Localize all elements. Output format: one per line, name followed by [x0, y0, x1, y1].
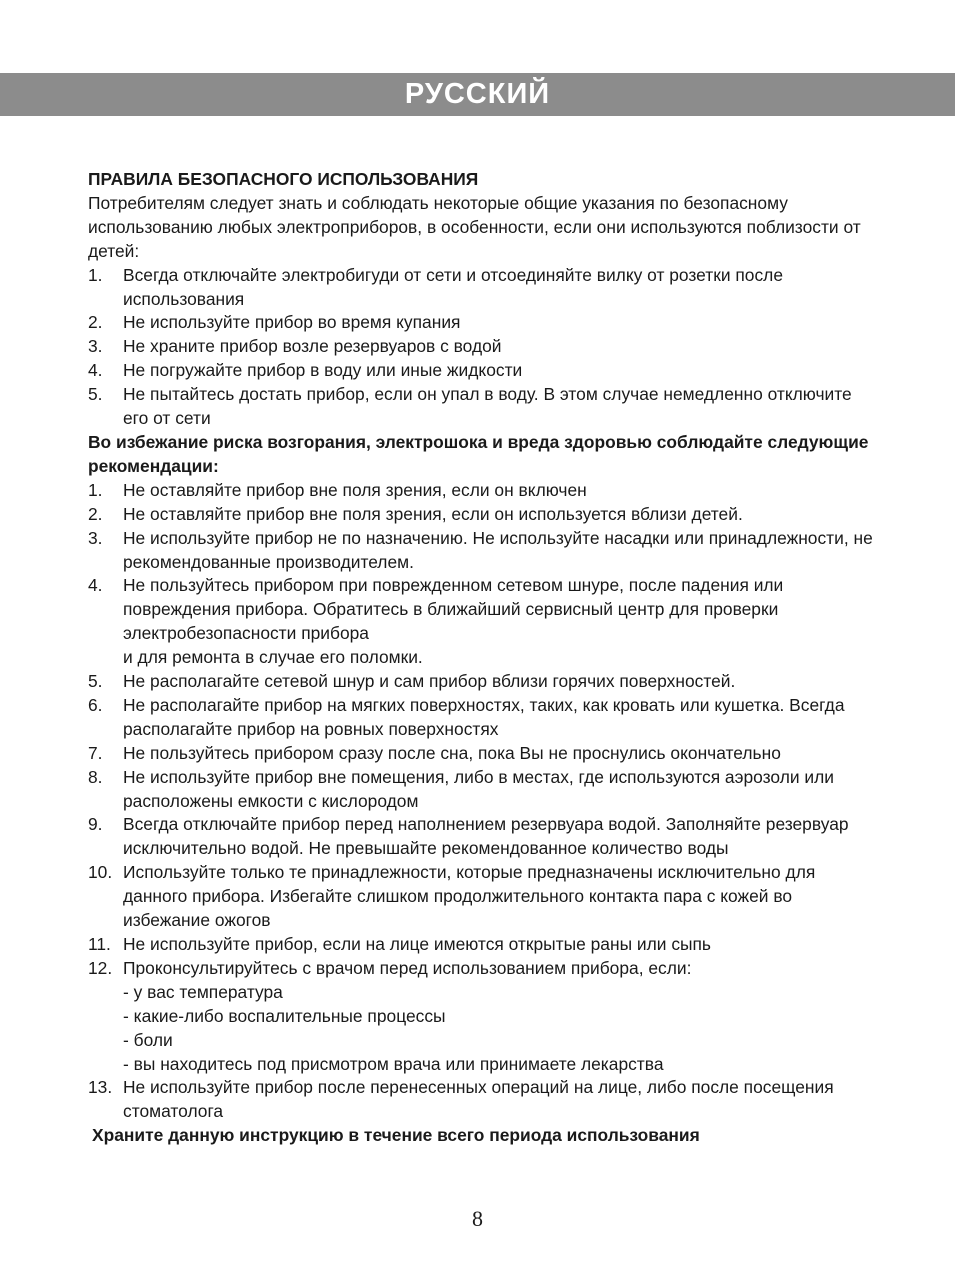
- item-text: Проконсультируйтесь с врачом перед использованием прибора, если:: [123, 957, 692, 978]
- item-text: Всегда отключайте электробигуди от сети и отсоединяйте вилку от розетки после использования: [123, 264, 783, 309]
- sub-list-item: - боли: [123, 1029, 173, 1050]
- safety-rules-heading: ПРАВИЛА БЕЗОПАСНОГО ИСПОЛЬЗОВАНИЯ: [88, 169, 479, 189]
- item-text: Всегда отключайте прибор перед наполнением резервуара водой. Заполняйте резервуар исключительно водой. Не превышайте рекомендованное количество воды: [123, 814, 849, 859]
- item-text: Не используйте прибор не по назначению. Не используйте насадки или принадлежности, не рекомендованные производителем.: [123, 527, 873, 572]
- item-text: Не располагайте сетевой шнур и сам прибор вблизи горячих поверхностей.: [123, 671, 736, 692]
- list-item: [88, 694, 878, 742]
- sub-list-item: - у вас температура: [123, 981, 283, 1002]
- item-number: 11.: [88, 934, 111, 954]
- item-number: 5.: [88, 384, 103, 405]
- sub-list-item: - вы находитесь под присмотром врача или принимаете лекарства: [123, 1053, 664, 1074]
- doctor-conditions-list: [88, 981, 878, 1077]
- recommendations-heading: Во избежание риска возгорания, электрошока и вреда здоровью соблюдайте следующие рекомендации:: [88, 431, 869, 476]
- list-item: [88, 646, 878, 670]
- item-number: 10.: [88, 862, 113, 883]
- item-text: Не используйте прибор, если на лице имеются открытые раны или сыпь: [123, 934, 711, 954]
- list-item: [88, 527, 878, 575]
- item-number: 7.: [88, 742, 103, 763]
- item-number: 8.: [88, 766, 103, 787]
- item-number: 3.: [88, 527, 103, 548]
- item-number: 1.: [88, 479, 103, 500]
- intro-paragraph: Потребителям следует знать и соблюдать некоторые общие указания по безопасному использованию любых электроприборов, в особенности, если они используются поблизости от детей:: [88, 192, 861, 261]
- item-text: Не оставляйте прибор вне поля зрения, если он используется вблизи детей.: [123, 503, 743, 524]
- item-number: 13.: [88, 1077, 113, 1098]
- list-item: [88, 311, 878, 335]
- list-item: [88, 1076, 878, 1124]
- item-number: 5.: [88, 671, 103, 692]
- list-item: [88, 383, 878, 431]
- item-text: и для ремонта в случае его поломки.: [123, 647, 423, 668]
- item-number: 12.: [88, 957, 113, 978]
- item-number: 2.: [88, 312, 103, 333]
- list-item: [88, 742, 878, 766]
- item-text: Используйте только те принадлежности, которые предназначены исключительно для данного прибора. Избегайте слишком продолжительного контакта пара с кожей во избежание ожогов: [123, 862, 816, 931]
- item-text: Не оставляйте прибор вне поля зрения, если он включен: [123, 479, 587, 500]
- recommendations-list: [88, 479, 878, 981]
- sub-list-item: - какие-либо воспалительные процессы: [123, 1005, 446, 1026]
- list-item: [88, 503, 878, 527]
- item-number: 2.: [88, 503, 103, 524]
- language-title: РУССКИЙ: [404, 78, 551, 110]
- item-text: Не располагайте прибор на мягких поверхностях, таких, как кровать или кушетка. Всегда располагайте прибор на ровных поверхностях: [123, 694, 845, 739]
- item-text: Не используйте прибор во время купания: [123, 312, 461, 333]
- closing-note: Храните данную инструкцию в течение всего периода использования: [92, 1125, 700, 1146]
- list-item: [88, 670, 878, 694]
- item-number: [88, 646, 123, 670]
- list-item: [88, 574, 878, 646]
- item-text: Не погружайте прибор в воду или иные жидкости: [123, 360, 523, 381]
- item-text: Не пользуйтесь прибором сразу после сна, пока Вы не проснулись окончательно: [123, 742, 781, 763]
- item-number: 3.: [88, 336, 103, 357]
- item-text: Не используйте прибор вне помещения, либо в местах, где используются аэрозоли или расположены емкости с кислородом: [123, 766, 834, 811]
- list-item: [88, 813, 878, 861]
- item-number: 4.: [88, 575, 103, 596]
- item-text: Не пытайтесь достать прибор, если он упал в воду. В этом случае немедленно отключите его от сети: [123, 384, 852, 429]
- list-item: [88, 957, 878, 981]
- page-number: 8: [472, 1206, 483, 1231]
- item-text: Не используйте прибор после перенесенных операций на лице, либо после посещения стоматолога: [123, 1077, 834, 1122]
- general-rules-list: [88, 264, 878, 431]
- list-item: [88, 479, 878, 503]
- item-text: Не храните прибор возле резервуаров с водой: [123, 336, 502, 357]
- list-item: [88, 359, 878, 383]
- list-item: [88, 933, 878, 957]
- item-number: 6.: [88, 694, 103, 715]
- list-item: [88, 264, 878, 312]
- item-number: 4.: [88, 360, 103, 381]
- language-header-band: [0, 73, 955, 116]
- item-number: 9.: [88, 814, 103, 835]
- item-text: Не пользуйтесь прибором при поврежденном сетевом шнуре, после падения или повреждения прибора. Обратитесь в ближайший сервисный центр для проверки электробезопасности прибора: [123, 575, 784, 644]
- list-item: [88, 861, 878, 933]
- document-body: [88, 168, 878, 1148]
- list-item: [88, 335, 878, 359]
- list-item: [88, 766, 878, 814]
- item-number: 1.: [88, 264, 103, 285]
